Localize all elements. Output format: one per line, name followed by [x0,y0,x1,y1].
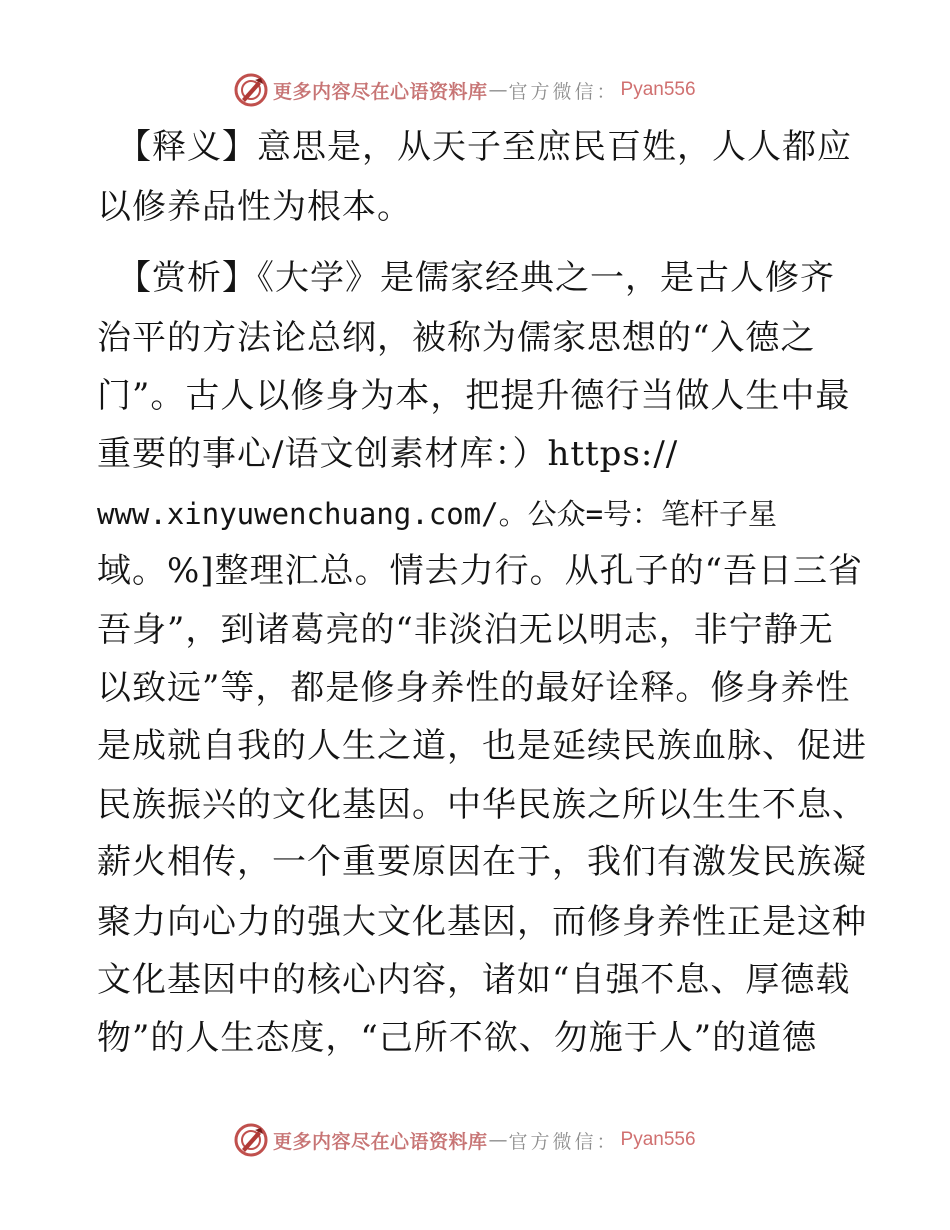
banner-official-label: 官方微信： [508,80,619,103]
text-line: 以致远”等，都是修身养性的最好诠释。修身养性 [97,668,851,708]
text-line: www.xinyuwenchuang.com/。公众=号：笔杆子星 [97,497,778,531]
brand-logo-icon [233,1122,269,1158]
banner-brand-text: 更多内容尽在心语资料库 [273,1130,488,1153]
text-line: 吾身”，到诸葛亮的“非淡泊无以明志，非宁静无 [97,610,834,650]
text-line: 门”。古人以修身为本，把提升德行当做人生中最 [97,376,851,416]
text-line: 聚力向心力的强大文化基因，而修身养性正是这种 [97,902,867,942]
banner-account: Pyan556 [620,1129,696,1150]
banner-account: Pyan556 [620,79,696,100]
banner-official-label: 官方微信： [508,1130,619,1153]
text-line: 薪火相传，一个重要原因在于，我们有激发民族凝 [97,842,867,882]
brand-logo-icon [233,72,269,108]
text-line: 【释义】意思是，从天子至庶民百姓，人人都应 [117,127,852,167]
text-line: 物”的人生态度，“己所不欲、勿施于人”的道德 [97,1018,818,1058]
text-line: 以修养品性为根本。 [97,187,412,227]
text-line: 重要的事心/语文创素材库：）https:// [97,434,679,474]
text-line: 民族振兴的文化基因。中华民族之所以生生不息、 [97,785,867,825]
text-line: 文化基因中的核心内容，诸如“自强不息、厚德载 [97,960,851,1000]
text-line: 【赏析】《大学》是儒家经典之一，是古人修齐 [117,258,835,298]
banner-dash: — [488,1129,508,1151]
text-line: 治平的方法论总纲，被称为儒家思想的“入德之 [97,318,816,358]
banner-dash: — [488,79,508,101]
banner-brand-text: 更多内容尽在心语资料库 [273,80,488,103]
text-line: 域。%]整理汇总。情去力行。从孔子的“吾日三省 [97,551,863,591]
text-line: 是成就自我的人生之道，也是延续民族血脉、促进 [97,726,867,766]
footer-watermark [233,1120,753,1160]
header-watermark [233,70,753,110]
